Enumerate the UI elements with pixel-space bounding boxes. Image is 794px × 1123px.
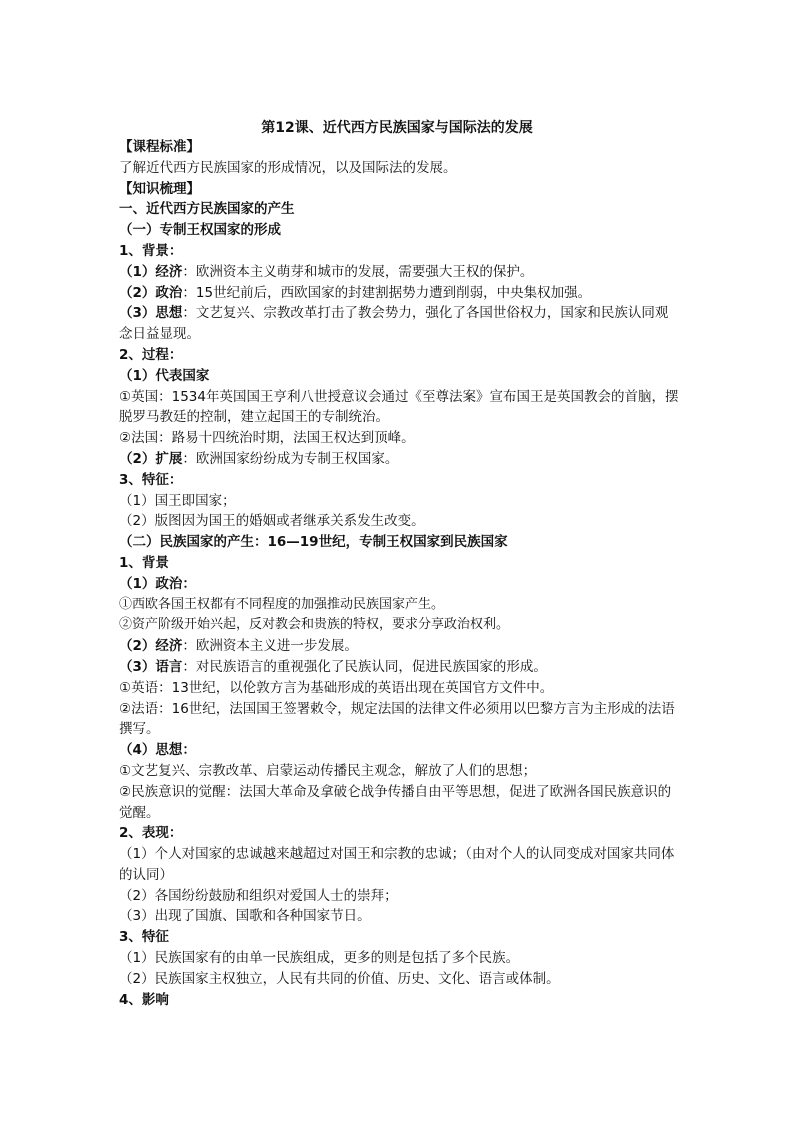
s2-politics-1: ①西欧各国王权都有不同程度的加强推动民族国家产生。	[119, 596, 445, 612]
s2-language-text: ：对民族语言的重视强化了民族认同，促进民族国家的形成。	[182, 658, 547, 675]
s1-economy-text: ：欧洲资本主义萌芽和城市的发展，需要强大王权的保护。	[182, 263, 534, 280]
s1-economy-line	[119, 262, 679, 283]
knowledge-heading: 【知识梳理】	[119, 180, 200, 197]
s1-france-text: ②法国：路易十四统治时期，法国王权达到顶峰。	[119, 430, 415, 447]
s2-language-french: ②法语：16世纪，法国国王签署敕令，规定法国的法律文件必须用以巴黎方言为主形成的法语撰写。	[119, 700, 675, 738]
s1-background-heading: 1、背景：	[119, 242, 183, 259]
s2-language-label: （3）语言	[119, 658, 183, 675]
s2-feature-1: （1）民族国家有的由单一民族组成，更多的则是包括了多个民族。	[119, 950, 520, 967]
s2-economy-label: （2）经济	[119, 638, 183, 655]
s2-features-heading: 3、特征	[119, 929, 169, 946]
s2-expression-3: （3）出现了国旗、国歌和各种国家节日。	[119, 908, 371, 925]
section-1-title: 一、近代西方民族国家的产生	[119, 201, 295, 218]
s1-england-text: ①英国：1534年英国国王亨利八世授意议会通过《至尊法案》宣布国王是英国教会的首脑，摆脱罗马教廷的控制，建立起国王的专制统治。	[119, 388, 679, 426]
s1-expand-label: （2）扩展	[119, 450, 183, 467]
s2-thought-2: ②民族意识的觉醒：法国大革命及拿破仑战争传播自由平等思想，促进了欧洲各国民族意识的觉醒。	[119, 783, 672, 821]
s1-expand-line	[119, 449, 679, 470]
s1-politics-label: （2）政治	[119, 284, 183, 301]
s1-thought-line	[119, 303, 679, 345]
s1-representative-heading: （1）代表国家	[119, 367, 210, 384]
s1-politics-text: ：15世纪前后，西欧国家的封建割据势力遭到削弱，中央集权加强。	[182, 284, 592, 301]
s2-impact-heading: 4、影响	[119, 991, 169, 1008]
course-standard-text: 了解近代西方民族国家的形成情况，以及国际法的发展。	[119, 159, 457, 176]
s1-economy-label: （1）经济	[119, 263, 183, 280]
lesson-title: 第12课、近代西方民族国家与国际法的发展	[261, 120, 533, 136]
s1-feature-2: （2）版图因为国王的婚姻或者继承关系发生改变。	[119, 513, 425, 530]
s2-feature-2: （2）民族国家主权独立，人民有共同的价值、历史、文化、语言或体制。	[119, 970, 560, 987]
s2-politics-2: ②资产阶级开始兴起，反对教会和贵族的特权，要求分享政治权利。	[119, 617, 510, 633]
s1-thought-label: （3）思想	[119, 305, 183, 322]
s1-politics-line	[119, 283, 679, 304]
s2-politics-heading: （1）政治：	[119, 575, 196, 592]
s1-features-heading: 3、特征：	[119, 471, 183, 488]
subsection-1-title: （一）专制王权国家的形成	[119, 222, 281, 239]
s1-expand-text: ：欧洲国家纷纷成为专制王权国家。	[182, 450, 399, 467]
s2-thought-1: ①文艺复兴、宗教改革、启蒙运动传播民主观念，解放了人们的思想；	[119, 762, 537, 779]
s2-language-line	[119, 657, 679, 678]
document-body	[119, 137, 679, 1010]
subsection-2-title: （二）民族国家的产生：16—19世纪，专制王权国家到民族国家	[119, 534, 508, 551]
s2-expression-1: （1）个人对国家的忠诚越来越超过对国王和宗教的忠诚；（由对个人的认同变成对国家共同体的认同）	[119, 846, 675, 883]
course-standard-heading: 【课程标准】	[119, 139, 200, 155]
s1-thought-text: ：文艺复兴、宗教改革打击了教会势力，强化了各国世俗权力，国家和民族认同观念日益显现。	[119, 305, 669, 343]
s2-economy-text: ：欧洲资本主义进一步发展。	[182, 638, 358, 655]
s1-process-heading: 2、过程：	[119, 346, 183, 363]
s1-feature-1: （1）国王即国家；	[119, 492, 236, 509]
s2-expression-heading: 2、表现：	[119, 825, 183, 842]
s2-thought-heading: （4）思想：	[119, 742, 196, 759]
s2-language-english: ①英语：13世纪，以伦敦方言为基础形成的英语出现在英国官方文件中。	[119, 679, 554, 696]
s2-economy-line	[119, 636, 679, 657]
s2-background-heading: 1、背景	[119, 554, 169, 571]
s2-expression-2: （2）各国纷纷鼓励和组织对爱国人士的崇拜；	[119, 887, 398, 904]
